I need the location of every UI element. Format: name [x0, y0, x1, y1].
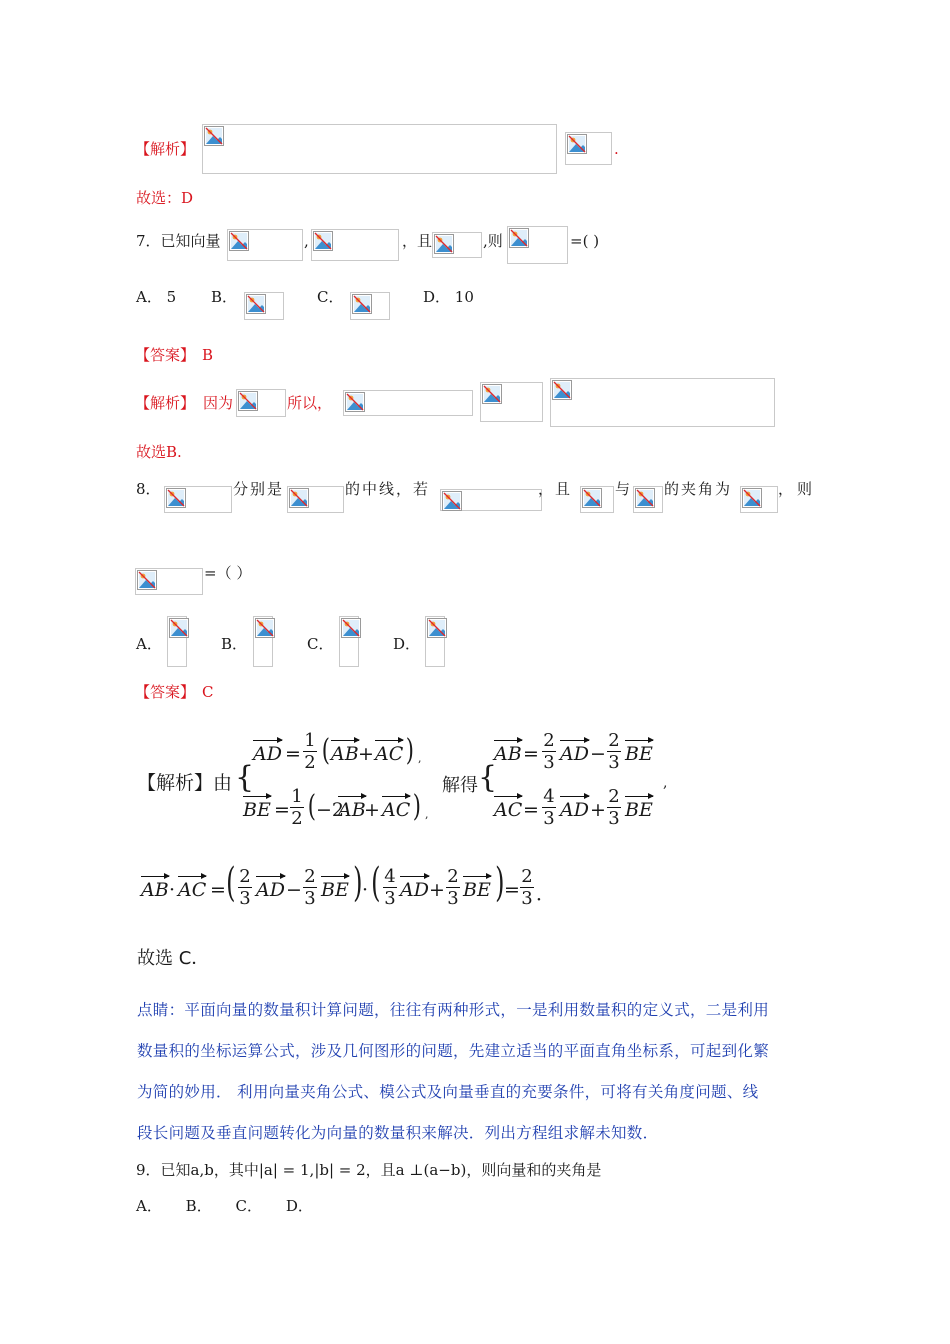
frac-4-3: 4 3	[384, 866, 396, 909]
vec-be: BE	[321, 879, 349, 901]
vec-ab: AB	[331, 743, 359, 765]
frac-2-3: 2 3	[521, 866, 533, 909]
dot: ·	[362, 879, 369, 901]
broken-image-icon	[229, 231, 249, 251]
options: A． B． C． D．	[136, 1197, 313, 1215]
text: ，且	[402, 232, 433, 250]
text: 的中线，若	[345, 480, 431, 498]
conclusion: 故选B.	[136, 443, 182, 461]
broken-image-icon	[635, 488, 655, 508]
jiexi-head: 【解析】由	[137, 772, 233, 794]
option-image	[339, 616, 359, 667]
formula-image	[507, 226, 568, 264]
period: .	[614, 140, 619, 158]
broken-image-icon	[567, 134, 587, 154]
eq: =	[274, 799, 290, 821]
formula-image	[287, 486, 344, 513]
text: =（ ）	[204, 564, 252, 582]
frac-2-3: 2 3	[608, 786, 620, 829]
paren: (	[307, 789, 316, 824]
note-line: 段长问题及垂直问题转化为向量的数量积来解决．列出方程组求解未知数．	[137, 1124, 659, 1142]
frac-1-2: 1 2	[304, 730, 316, 773]
eq: =	[504, 879, 520, 901]
broken-image-icon	[345, 392, 365, 412]
vec-ab: AB	[338, 799, 366, 821]
broken-image-icon	[238, 391, 258, 411]
eq: =	[285, 743, 301, 765]
answer: C	[202, 683, 214, 701]
formula-image	[550, 378, 775, 427]
formula-image	[440, 489, 542, 511]
eq: =	[523, 799, 539, 821]
paren: )	[353, 860, 363, 906]
plus: +	[358, 743, 374, 765]
broken-image-icon	[434, 234, 454, 254]
question-stem: 9．已知a,b，其中|a| = 1,|b| = 2，且a ⊥(a−b)，则向量和的夹角是	[136, 1161, 602, 1179]
left-brace: {	[478, 760, 498, 795]
eq: =	[523, 743, 539, 765]
text: ,	[304, 232, 309, 250]
broken-image-icon	[482, 384, 502, 404]
option-d: D．	[393, 635, 421, 653]
text: ，则	[778, 480, 817, 498]
jiede: 解得	[442, 775, 478, 796]
broken-image-icon	[289, 488, 309, 508]
vec-ad: AD	[560, 799, 589, 821]
frac-1-2: 1 2	[291, 786, 303, 829]
broken-image-icon	[552, 380, 572, 400]
vec-ad: AD	[560, 743, 589, 765]
paren: (	[371, 860, 381, 906]
paren: )	[412, 789, 421, 824]
comma: ,	[663, 775, 668, 791]
frac-4-3: 4 3	[543, 786, 555, 829]
vec-ad: AD	[256, 879, 285, 901]
text: =( )	[570, 232, 600, 250]
option-a: A． 5	[136, 288, 177, 306]
formula-image	[227, 229, 303, 261]
vec-ad: AD	[400, 879, 429, 901]
comma: ,	[425, 808, 429, 821]
question-number: 8．	[136, 480, 161, 498]
broken-image-icon	[204, 126, 224, 146]
formula-image	[633, 486, 663, 513]
broken-image-icon	[742, 488, 762, 508]
vec-ac: AC	[382, 799, 410, 821]
broken-image-icon	[341, 618, 361, 638]
vec-ac: AC	[494, 799, 522, 821]
formula-image	[236, 389, 286, 417]
broken-image-icon	[166, 488, 186, 508]
formula-image	[480, 382, 543, 422]
vec-ac: AC	[375, 743, 403, 765]
vec-ad: AD	[253, 743, 282, 765]
broken-image-icon	[442, 491, 462, 511]
option-b: B．	[211, 288, 238, 306]
note-line: 为简的妙用． 利用向量夹角公式、模公式及向量垂直的充要条件，可将有关角度问题、线	[137, 1083, 759, 1101]
text: 与	[615, 480, 631, 498]
neg2: −2	[316, 799, 345, 821]
daan-label: 【答案】	[135, 346, 196, 364]
formula-image	[135, 568, 203, 595]
formula-image	[740, 486, 778, 513]
text: 分别是	[233, 480, 285, 498]
minus: −	[286, 879, 302, 901]
vec-be: BE	[625, 743, 653, 765]
broken-image-icon	[313, 231, 333, 251]
vec-ab: AB	[141, 879, 169, 901]
broken-image-icon	[137, 570, 157, 590]
answer: B	[202, 346, 214, 364]
plus: +	[429, 879, 445, 901]
broken-image-icon	[255, 618, 275, 638]
comma: ,	[418, 752, 422, 765]
text: 因为	[203, 394, 234, 412]
option-image	[350, 292, 390, 320]
vec-be: BE	[463, 879, 491, 901]
text: 的夹角为	[664, 480, 733, 498]
frac-2-3: 2 3	[543, 730, 555, 773]
broken-image-icon	[427, 618, 447, 638]
option-c: C．	[317, 288, 344, 306]
plus: +	[590, 799, 606, 821]
jiexi-label: 【解析】	[135, 394, 196, 412]
text: 所以，	[287, 394, 333, 412]
eq: =	[210, 879, 226, 901]
vec-ab: AB	[494, 743, 522, 765]
vec-ac: AC	[178, 879, 206, 901]
option-image	[425, 616, 445, 667]
option-image	[253, 616, 273, 667]
period: ．	[536, 883, 556, 905]
option-a: A．	[136, 635, 162, 653]
broken-image-icon	[352, 294, 372, 314]
formula-image	[565, 132, 612, 165]
plus: +	[364, 799, 380, 821]
option-c: C．	[307, 635, 334, 653]
text: ，且	[538, 480, 573, 498]
option-d: D． 10	[423, 288, 474, 306]
vec-be: BE	[243, 799, 271, 821]
left-brace: {	[235, 760, 255, 795]
frac-2-3: 2 3	[608, 730, 620, 773]
option-b: B．	[221, 635, 248, 653]
paren: )	[495, 860, 505, 906]
paren: )	[405, 733, 414, 768]
text: ,则	[483, 232, 503, 250]
note-line: 点睛：平面向量的数量积计算问题，往往有两种形式，一是利用数量积的定义式，二是利用	[137, 1001, 770, 1019]
formula-image	[580, 486, 614, 513]
note-line: 数量积的坐标运算公式，涉及几何图形的问题，先建立适当的平面直角坐标系，可起到化繁	[137, 1042, 770, 1060]
question-stem: 7．已知向量	[136, 232, 221, 250]
broken-image-icon	[169, 618, 189, 638]
vec-be: BE	[625, 799, 653, 821]
conclusion: 故选 C．	[137, 948, 210, 969]
conclusion: 故选：D	[136, 189, 194, 207]
daan-label: 【答案】	[135, 683, 196, 701]
paren: (	[321, 733, 330, 768]
dianjing-note	[137, 990, 769, 1154]
formula-image	[164, 486, 232, 513]
formula-image	[202, 124, 557, 174]
jiexi-label: 【解析】	[135, 140, 196, 158]
broken-image-icon	[582, 488, 602, 508]
formula-image	[432, 232, 482, 258]
formula-image	[311, 229, 399, 261]
dot: ·	[169, 879, 176, 901]
broken-image-icon	[246, 294, 266, 314]
formula-image	[343, 390, 473, 416]
frac-2-3: 2 3	[447, 866, 459, 909]
option-image	[167, 616, 187, 667]
paren: (	[226, 860, 236, 906]
broken-image-icon	[509, 228, 529, 248]
minus: −	[590, 743, 606, 765]
frac-2-3: 2 3	[239, 866, 251, 909]
frac-2-3: 2 3	[304, 866, 316, 909]
option-image	[244, 292, 284, 320]
